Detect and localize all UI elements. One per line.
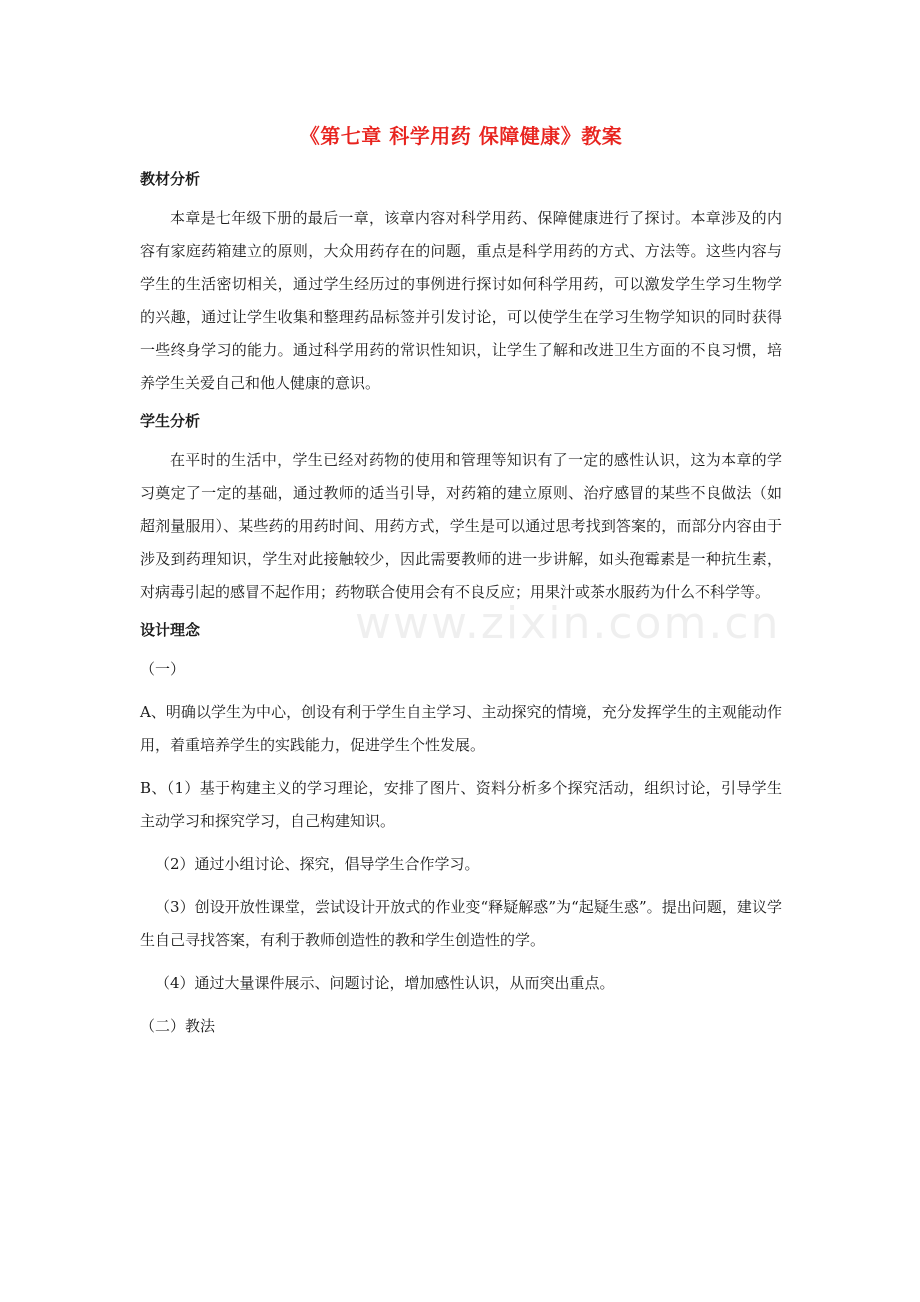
design-point-b1: B、（1）基于构建主义的学习理论，安排了图片、资料分析多个探究活动，组织讨论，引导学生主动学习和探究学习，自己构建知识。: [140, 779, 782, 830]
paragraph-material-analysis: 本章是七年级下册的最后一章，该章内容对科学用药、保障健康进行了探讨。本章涉及的内容有家庭药箱建立的原则，大众用药存在的问题，重点是科学用药的方式、方法等。这些内容与学生的生活密切相关，通过学生经历过的事例进行探讨如何科学用药，可以激发学生学习生物学的兴趣，通过让学生收集和整理药品标签并引发讨论，可以使学生在学习生物学知识的同时获得一些终身学习的能力。通过科学用药的常识性知识，让学生了解和改进卫生方面的不良习惯，培养学生关爱自己和他人健康的意识。: [140, 209, 782, 392]
subheading-part-one: （一）: [140, 660, 186, 678]
heading-design-concept: 设计理念: [140, 621, 201, 639]
document-page: [140, 118, 782, 1053]
heading-student-analysis: 学生分析: [140, 412, 201, 430]
design-point-b4: （4）通过大量课件展示、问题讨论，增加感性认识，从而突出重点。: [155, 974, 615, 992]
design-point-b3: （3）创设开放性课堂，尝试设计开放式的作业变“释疑解惑”为“起疑生惑”。提出问题，建议学生自己寻找答案，有利于教师创造性的教和学生创造性的学。: [140, 898, 782, 949]
watermark: www.zixin.com.cn: [355, 598, 781, 649]
subheading-teaching-method: （二）教法: [140, 1017, 216, 1035]
document-title: 《第七章 科学用药 保障健康》教案: [299, 124, 623, 148]
paragraph-student-analysis: 在平时的生活中，学生已经对药物的使用和管理等知识有了一定的感性认识，这为本章的学习奠定了一定的基础，通过教师的适当引导，对药箱的建立原则、治疗感冒的某些不良做法（如超剂量服用）、某些药的用药时间、用药方式，学生是可以通过思考找到答案的，而部分内容由于涉及到药理知识，学生对此接触较少，因此需要教师的进一步讲解，如头孢霉素是一种抗生素，对病毒引起的感冒不起作用；药物联合使用会有不良反应；用果汁或茶水服药为什么不科学等。: [140, 451, 782, 601]
design-point-b2: （2）通过小组讨论、探究，倡导学生合作学习。: [155, 855, 480, 873]
design-point-a: A、明确以学生为中心，创设有利于学生自主学习、主动探究的情境，充分发挥学生的主观能动作用，着重培养学生的实践能力，促进学生个性发展。: [140, 703, 782, 754]
heading-material-analysis: 教材分析: [140, 170, 201, 188]
